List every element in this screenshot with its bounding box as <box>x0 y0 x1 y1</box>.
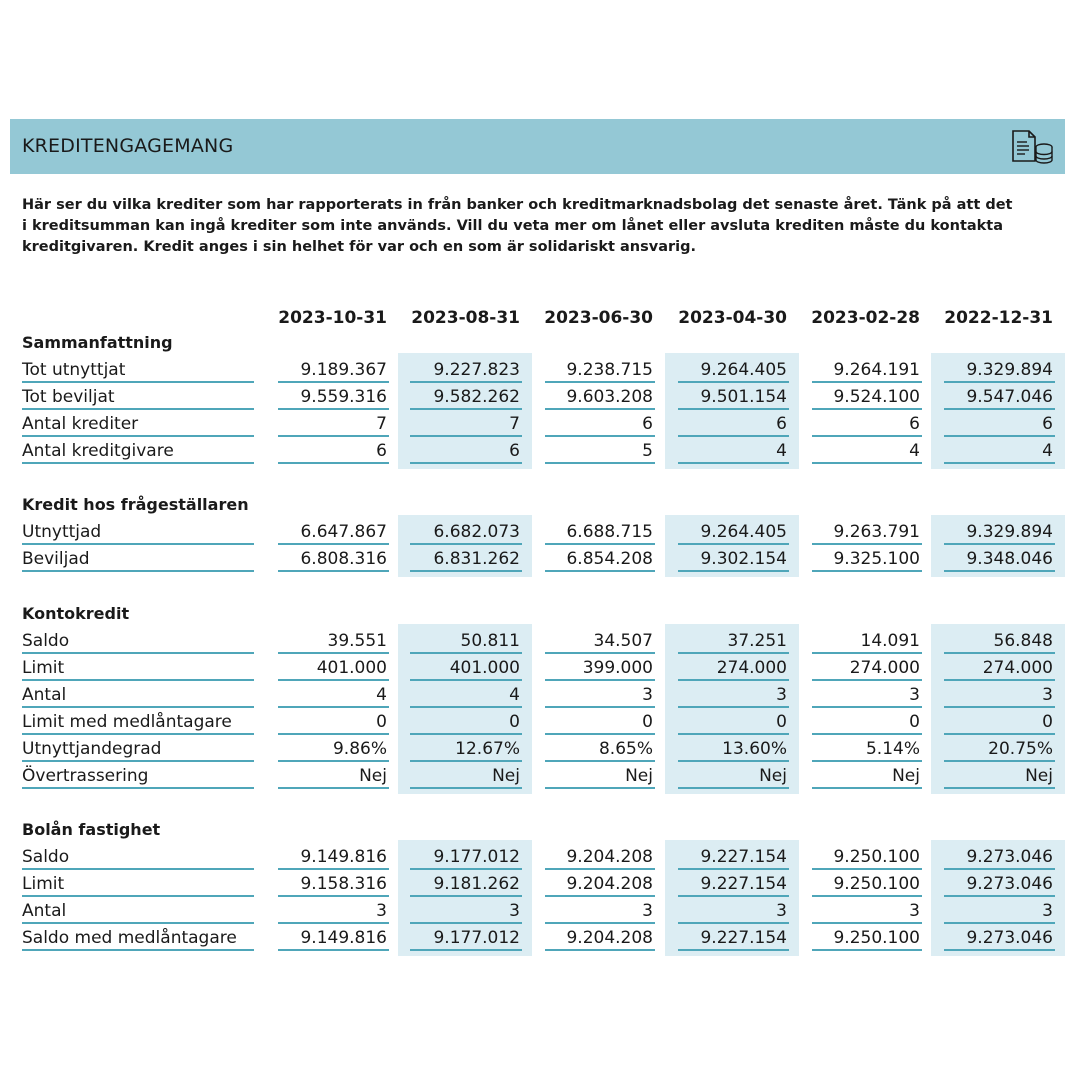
cell-underline <box>278 652 389 654</box>
cell-underline <box>944 868 1055 870</box>
cell-value: 9.227.823 <box>433 360 520 380</box>
cell-value: 7 <box>376 414 387 434</box>
cell-value: 6 <box>776 414 787 434</box>
cell-underline <box>278 868 389 870</box>
column-header: 2022-12-31 <box>944 308 1053 328</box>
cell-value: 3 <box>642 685 653 705</box>
cell-underline <box>545 570 655 572</box>
cell-underline <box>678 949 789 951</box>
cell-value: 9.250.100 <box>833 847 920 867</box>
cell-value: 4 <box>909 441 920 461</box>
cell-value: 9.273.046 <box>966 847 1053 867</box>
cell-value: 3 <box>776 901 787 921</box>
cell-value: 3 <box>776 685 787 705</box>
cell-value: 3 <box>1042 901 1053 921</box>
cell-value: 3 <box>1042 685 1053 705</box>
cell-value: 3 <box>376 901 387 921</box>
cell-value: 9.325.100 <box>833 549 920 569</box>
column-header: 2023-04-30 <box>678 308 787 328</box>
cell-value: 9.302.154 <box>700 549 787 569</box>
cell-underline <box>812 381 922 383</box>
row-label: Limit <box>22 874 65 894</box>
cell-underline <box>812 868 922 870</box>
row-label: Tot utnyttjat <box>22 360 126 380</box>
cell-underline <box>410 895 522 897</box>
cell-underline <box>678 408 789 410</box>
cell-value: 5.14% <box>865 739 920 759</box>
cell-value: 6 <box>376 441 387 461</box>
cell-underline <box>812 787 922 789</box>
cell-underline <box>410 706 522 708</box>
cell-underline <box>410 408 522 410</box>
cell-underline <box>944 381 1055 383</box>
cell-value: 9.149.816 <box>300 847 387 867</box>
row-underline <box>22 868 254 870</box>
section-header <box>10 119 1065 174</box>
cell-value: 9.264.405 <box>700 522 787 542</box>
cell-underline <box>278 733 389 735</box>
intro-text: Här ser du vilka krediter som har rapporterats in från banker och kreditmarknadsbolag det senaste året. Tänk på att det i kreditsumman kan ingå krediter som inte används. Vill du veta mer om lånet eller avsluta krediten måste du kontakta kreditgivaren. Kredit anges i sin helhet för var och en som är solidariskt ansvarig. <box>22 197 1013 255</box>
cell-underline <box>678 652 789 654</box>
cell-value: 9.264.191 <box>833 360 920 380</box>
cell-underline <box>812 922 922 924</box>
row-underline <box>22 408 254 410</box>
cell-underline <box>944 462 1055 464</box>
section-title: KREDITENGAGEMANG <box>22 135 234 157</box>
cell-value: Nej <box>1025 766 1053 786</box>
cell-value: 20.75% <box>988 739 1053 759</box>
cell-value: 399.000 <box>582 658 653 678</box>
cell-value: 9.238.715 <box>566 360 653 380</box>
cell-value: 401.000 <box>316 658 387 678</box>
cell-value: 3 <box>909 901 920 921</box>
cell-value: 6 <box>909 414 920 434</box>
row-label: Antal kreditgivare <box>22 441 174 461</box>
cell-value: 8.65% <box>598 739 653 759</box>
row-label: Limit <box>22 658 65 678</box>
cell-underline <box>410 868 522 870</box>
row-label: Utnyttjad <box>22 522 102 542</box>
row-label: Saldo <box>22 631 70 651</box>
row-label: Övertrassering <box>22 766 149 786</box>
cell-value: 9.603.208 <box>566 387 653 407</box>
cell-underline <box>678 706 789 708</box>
cell-value: Nej <box>625 766 653 786</box>
cell-underline <box>944 922 1055 924</box>
cell-underline <box>410 787 522 789</box>
cell-value: 9.189.367 <box>300 360 387 380</box>
cell-value: 39.551 <box>327 631 387 651</box>
cell-value: 274.000 <box>716 658 787 678</box>
row-label: Limit med medlåntagare <box>22 712 232 732</box>
cell-value: 0 <box>642 712 653 732</box>
cell-underline <box>678 787 789 789</box>
cell-value: 274.000 <box>849 658 920 678</box>
cell-underline <box>944 733 1055 735</box>
cell-underline <box>278 543 389 545</box>
cell-value: 13.60% <box>722 739 787 759</box>
cell-underline <box>812 435 922 437</box>
cell-value: 7 <box>509 414 520 434</box>
cell-underline <box>545 435 655 437</box>
cell-value: 3 <box>509 901 520 921</box>
cell-underline <box>410 733 522 735</box>
row-label: Saldo <box>22 847 70 867</box>
cell-underline <box>812 706 922 708</box>
section-heading: Bolån fastighet <box>22 820 161 839</box>
cell-value: 9.348.046 <box>966 549 1053 569</box>
cell-underline <box>545 733 655 735</box>
cell-value: 6.831.262 <box>433 549 520 569</box>
cell-underline <box>410 760 522 762</box>
cell-underline <box>410 652 522 654</box>
cell-underline <box>410 543 522 545</box>
cell-value: 6.808.316 <box>300 549 387 569</box>
column-header: 2023-10-31 <box>278 308 387 328</box>
cell-value: 4 <box>1042 441 1053 461</box>
row-underline <box>22 787 254 789</box>
cell-value: 9.227.154 <box>700 847 787 867</box>
cell-underline <box>278 408 389 410</box>
cell-value: 6 <box>642 414 653 434</box>
column-header: 2023-02-28 <box>811 308 920 328</box>
cell-underline <box>278 570 389 572</box>
row-underline <box>22 949 254 951</box>
cell-value: 9.559.316 <box>300 387 387 407</box>
cell-underline <box>678 543 789 545</box>
cell-underline <box>944 652 1055 654</box>
cell-underline <box>545 895 655 897</box>
cell-underline <box>678 868 789 870</box>
cell-underline <box>278 462 389 464</box>
cell-underline <box>812 679 922 681</box>
cell-underline <box>678 760 789 762</box>
cell-underline <box>812 652 922 654</box>
cell-value: 6 <box>1042 414 1053 434</box>
cell-value: 3 <box>642 901 653 921</box>
cell-value: 9.264.405 <box>700 360 787 380</box>
row-label: Beviljad <box>22 549 90 569</box>
cell-value: 9.181.262 <box>433 874 520 894</box>
cell-underline <box>545 543 655 545</box>
cell-underline <box>944 787 1055 789</box>
cell-value: 12.67% <box>455 739 520 759</box>
cell-underline <box>278 435 389 437</box>
cell-underline <box>278 381 389 383</box>
cell-underline <box>678 462 789 464</box>
column-header: 2023-08-31 <box>411 308 520 328</box>
row-underline <box>22 543 254 545</box>
cell-underline <box>678 733 789 735</box>
cell-value: 3 <box>909 685 920 705</box>
cell-underline <box>278 679 389 681</box>
cell-underline <box>410 922 522 924</box>
cell-value: Nej <box>492 766 520 786</box>
cell-underline <box>944 570 1055 572</box>
row-underline <box>22 760 254 762</box>
cell-underline <box>545 949 655 951</box>
cell-value: 9.204.208 <box>566 928 653 948</box>
cell-value: 0 <box>376 712 387 732</box>
cell-underline <box>944 895 1055 897</box>
cell-value: 0 <box>776 712 787 732</box>
cell-underline <box>678 381 789 383</box>
cell-underline <box>410 949 522 951</box>
cell-underline <box>545 679 655 681</box>
cell-value: 6 <box>509 441 520 461</box>
cell-value: 50.811 <box>460 631 520 651</box>
cell-value: 34.507 <box>593 631 653 651</box>
cell-value: 9.547.046 <box>966 387 1053 407</box>
cell-underline <box>410 679 522 681</box>
cell-value: 9.582.262 <box>433 387 520 407</box>
cell-underline <box>545 760 655 762</box>
cell-underline <box>812 895 922 897</box>
row-underline <box>22 679 254 681</box>
cell-underline <box>278 787 389 789</box>
cell-value: 9.524.100 <box>833 387 920 407</box>
cell-underline <box>812 408 922 410</box>
cell-value: 9.263.791 <box>833 522 920 542</box>
cell-underline <box>545 868 655 870</box>
cell-value: 9.149.816 <box>300 928 387 948</box>
cell-underline <box>278 895 389 897</box>
cell-value: 4 <box>376 685 387 705</box>
cell-value: 6.688.715 <box>566 522 653 542</box>
cell-value: 6.854.208 <box>566 549 653 569</box>
row-label: Tot beviljat <box>22 387 115 407</box>
cell-value: 9.177.012 <box>433 847 520 867</box>
section-heading: Kontokredit <box>22 604 130 623</box>
cell-underline <box>278 706 389 708</box>
cell-value: 4 <box>509 685 520 705</box>
row-label: Utnyttjandegrad <box>22 739 162 759</box>
cell-value: 14.091 <box>860 631 920 651</box>
row-label: Antal krediter <box>22 414 139 434</box>
cell-underline <box>545 706 655 708</box>
cell-value: 9.177.012 <box>433 928 520 948</box>
cell-value: 37.251 <box>727 631 787 651</box>
cell-underline <box>410 462 522 464</box>
cell-value: 9.158.316 <box>300 874 387 894</box>
cell-underline <box>678 679 789 681</box>
cell-value: Nej <box>892 766 920 786</box>
cell-value: 6.647.867 <box>300 522 387 542</box>
row-underline <box>22 733 254 735</box>
row-underline <box>22 570 254 572</box>
row-label: Antal <box>22 901 67 921</box>
cell-underline <box>944 949 1055 951</box>
cell-underline <box>278 760 389 762</box>
cell-value: 274.000 <box>982 658 1053 678</box>
cell-underline <box>812 570 922 572</box>
document-coins-icon <box>1007 127 1055 167</box>
cell-underline <box>812 760 922 762</box>
cell-underline <box>545 922 655 924</box>
row-underline <box>22 381 254 383</box>
cell-value: 9.501.154 <box>700 387 787 407</box>
cell-value: 9.250.100 <box>833 874 920 894</box>
cell-underline <box>678 570 789 572</box>
cell-underline <box>944 679 1055 681</box>
cell-underline <box>545 381 655 383</box>
cell-underline <box>410 435 522 437</box>
cell-underline <box>545 462 655 464</box>
cell-underline <box>944 760 1055 762</box>
cell-value: 9.273.046 <box>966 928 1053 948</box>
cell-value: 9.250.100 <box>833 928 920 948</box>
row-underline <box>22 895 254 897</box>
cell-underline <box>812 543 922 545</box>
section-heading: Kredit hos frågeställaren <box>22 495 249 514</box>
cell-value: 6.682.073 <box>433 522 520 542</box>
cell-underline <box>944 435 1055 437</box>
cell-value: 9.329.894 <box>966 360 1053 380</box>
section-heading: Sammanfattning <box>22 333 173 352</box>
cell-value: 0 <box>1042 712 1053 732</box>
row-underline <box>22 922 254 924</box>
cell-underline <box>410 381 522 383</box>
cell-value: 0 <box>909 712 920 732</box>
cell-value: 9.86% <box>332 739 387 759</box>
cell-underline <box>678 895 789 897</box>
cell-value: 9.227.154 <box>700 928 787 948</box>
cell-underline <box>545 408 655 410</box>
row-underline <box>22 652 254 654</box>
cell-value: 9.329.894 <box>966 522 1053 542</box>
column-header: 2023-06-30 <box>544 308 653 328</box>
cell-value: 4 <box>776 441 787 461</box>
cell-underline <box>678 922 789 924</box>
cell-underline <box>545 787 655 789</box>
cell-underline <box>678 435 789 437</box>
cell-value: 0 <box>509 712 520 732</box>
cell-underline <box>278 922 389 924</box>
row-label: Saldo med medlåntagare <box>22 928 237 948</box>
cell-underline <box>812 733 922 735</box>
cell-underline <box>410 570 522 572</box>
row-underline <box>22 706 254 708</box>
row-underline <box>22 462 254 464</box>
cell-underline <box>545 652 655 654</box>
cell-value: 9.204.208 <box>566 874 653 894</box>
cell-underline <box>278 949 389 951</box>
cell-value: 5 <box>642 441 653 461</box>
cell-value: 9.273.046 <box>966 874 1053 894</box>
row-underline <box>22 435 254 437</box>
cell-underline <box>812 949 922 951</box>
cell-value: 56.848 <box>993 631 1053 651</box>
cell-value: 9.227.154 <box>700 874 787 894</box>
cell-underline <box>944 706 1055 708</box>
cell-value: 9.204.208 <box>566 847 653 867</box>
cell-underline <box>812 462 922 464</box>
row-label: Antal <box>22 685 67 705</box>
cell-value: Nej <box>759 766 787 786</box>
cell-value: 401.000 <box>449 658 520 678</box>
cell-value: Nej <box>359 766 387 786</box>
cell-underline <box>944 543 1055 545</box>
cell-underline <box>944 408 1055 410</box>
